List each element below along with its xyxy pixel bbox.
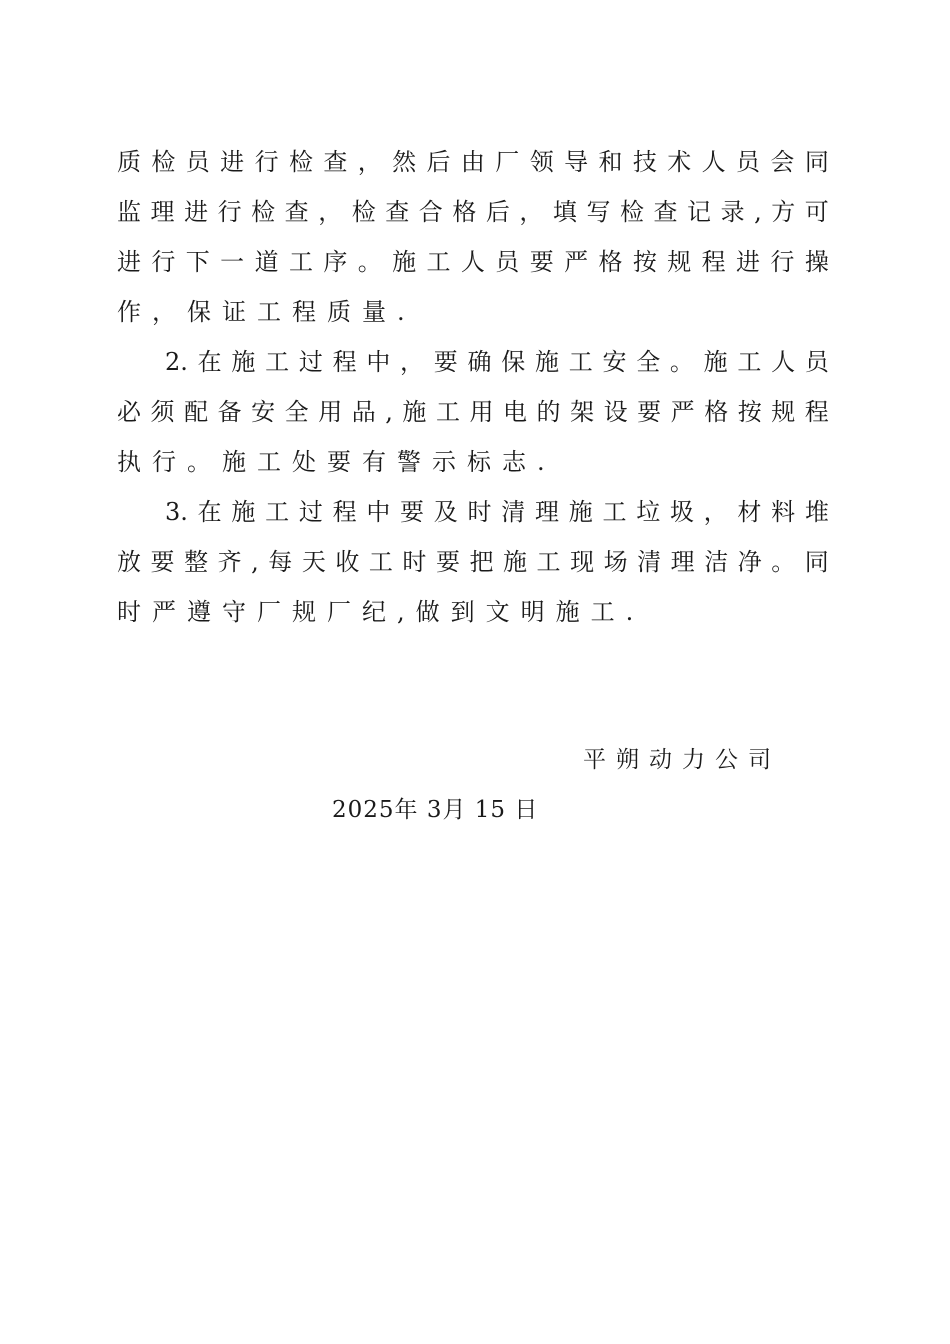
signature-date: 2025年 3月 15 日	[332, 797, 539, 823]
paragraph-3-line-2: 放 要 整 齐 , 每 天 收 工 时 要 把 施 工 现 场 清 理 洁 净 。 同	[117, 548, 829, 576]
signature-company: 平朔动力公司	[583, 747, 781, 773]
paragraph-2-line-3: 执行。施工处要有警示标志.	[117, 448, 556, 476]
paragraph-3-line-3: 时严遵守厂规厂纪,做到文明施工.	[117, 598, 645, 626]
document-body	[117, 137, 829, 637]
paragraph-1-line-3: 进 行 下 一 道 工 序 。 施 工 人 员 要 严 格 按 规 程 进 行 操	[117, 248, 829, 276]
paragraph-1-line-1: 质 检 员 进 行 检 查 ， 然 后 由 厂 领 导 和 技 术 人 员 会 同	[117, 148, 829, 176]
paragraph-1-line-4: 作，保证工程质量.	[117, 298, 416, 326]
paragraph-2-line-1: 2. 在 施 工 过 程 中 ， 要 确 保 施 工 安 全 。 施 工 人 员	[165, 348, 829, 376]
paragraph-1-line-2: 监 理 进 行 检 查 ， 检 查 合 格 后 ， 填 写 检 查 记 录 , 方 可	[117, 198, 829, 226]
paragraph-3-line-1: 3. 在 施 工 过 程 中 要 及 时 清 理 施 工 垃 圾 ， 材 料 堆	[165, 498, 829, 526]
paragraph-2-line-2: 必 须 配 备 安 全 用 品 , 施 工 用 电 的 架 设 要 严 格 按 规 程	[117, 398, 829, 426]
